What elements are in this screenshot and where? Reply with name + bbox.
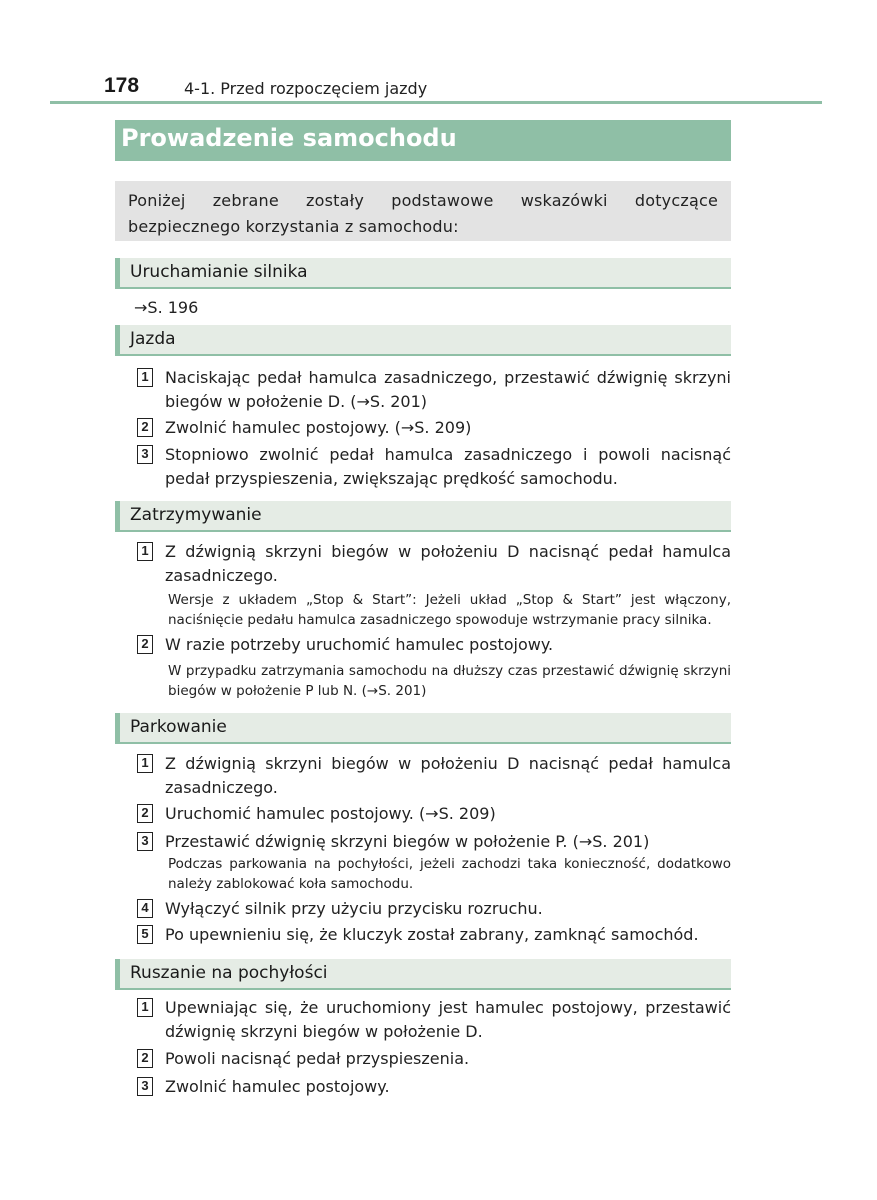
step-text: Powoli nacisnąć pedał przyspieszenia. (165, 1049, 470, 1068)
step-number: 2 (137, 418, 153, 437)
page-reference: →S. 196 (134, 298, 199, 317)
step-number: 4 (137, 899, 153, 918)
page-title-bar (115, 120, 731, 161)
section-heading-hill (115, 959, 731, 990)
step-number: 1 (137, 998, 153, 1017)
step-number: 3 (137, 832, 153, 851)
step-number: 1 (137, 368, 153, 387)
chapter-label: 4-1. Przed rozpoczęciem jazdy (184, 79, 428, 98)
step-number: 5 (137, 925, 153, 944)
step-text: Z dźwignią skrzyni biegów w położeniu D nacisnąć pedał hamulca zasadniczego. (165, 754, 731, 797)
step-number: 3 (137, 445, 153, 464)
section-heading-text: Jazda (130, 329, 176, 349)
step-text: Przestawić dźwignię skrzyni biegów w położenie P. (→S. 201) (165, 832, 650, 851)
step-text: Uruchomić hamulec postojowy. (→S. 209) (165, 804, 496, 823)
step-note: Podczas parkowania na pochyłości, jeżeli zachodzi taka konieczność, dodatkowo należy zablokować koła samochodu. (168, 856, 731, 892)
section-heading-text: Ruszanie na pochyłości (130, 963, 328, 983)
intro-text: Poniżej zebrane zostały podstawowe wskazówki dotyczące bezpiecznego korzystania z samochodu: (128, 191, 718, 236)
step-number: 1 (137, 542, 153, 561)
header-divider (50, 101, 822, 104)
step-number: 2 (137, 635, 153, 654)
step-text: Upewniając się, że uruchomiony jest hamulec postojowy, przestawić dźwignię skrzyni biegów w położenie D. (165, 998, 731, 1041)
step-note: Wersje z układem „Stop & Start”: Jeżeli układ „Stop & Start” jest włączony, naciśnięcie pedału hamulca zasadniczego spowoduje wstrzymanie pracy silnika. (168, 592, 731, 628)
section-heading-park (115, 713, 731, 744)
step-text: Wyłączyć silnik przy użyciu przycisku rozruchu. (165, 899, 543, 918)
page-title: Prowadzenie samochodu (121, 124, 457, 152)
section-heading-stop (115, 501, 731, 532)
intro-box (115, 181, 731, 241)
section-heading-text: Uruchamianie silnika (130, 262, 308, 282)
section-heading-text: Zatrzymywanie (130, 505, 262, 525)
section-heading-drive (115, 325, 731, 356)
step-number: 2 (137, 804, 153, 823)
step-text: Naciskając pedał hamulca zasadniczego, przestawić dźwignię skrzyni biegów w położenie D. (→S. 201) (165, 368, 731, 411)
step-text: Po upewnieniu się, że kluczyk został zabrany, zamknąć samochód. (165, 925, 699, 944)
step-number: 2 (137, 1049, 153, 1068)
step-text: Stopniowo zwolnić pedał hamulca zasadniczego i powoli nacisnąć pedał przyspieszenia, zwiększając prędkość samochodu. (165, 445, 731, 488)
step-number: 1 (137, 754, 153, 773)
step-text: W razie potrzeby uruchomić hamulec postojowy. (165, 635, 554, 654)
step-text: Zwolnić hamulec postojowy. (→S. 209) (165, 418, 472, 437)
step-text: Z dźwignią skrzyni biegów w położeniu D nacisnąć pedał hamulca zasadniczego. (165, 542, 731, 585)
section-heading-start (115, 258, 731, 289)
section-heading-text: Parkowanie (130, 717, 227, 737)
page-number: 178 (104, 74, 140, 97)
step-text: Zwolnić hamulec postojowy. (165, 1077, 390, 1096)
step-number: 3 (137, 1077, 153, 1096)
step-note: W przypadku zatrzymania samochodu na dłuższy czas przestawić dźwignię skrzyni biegów w położenie P lub N. (→S. 201) (168, 663, 731, 699)
